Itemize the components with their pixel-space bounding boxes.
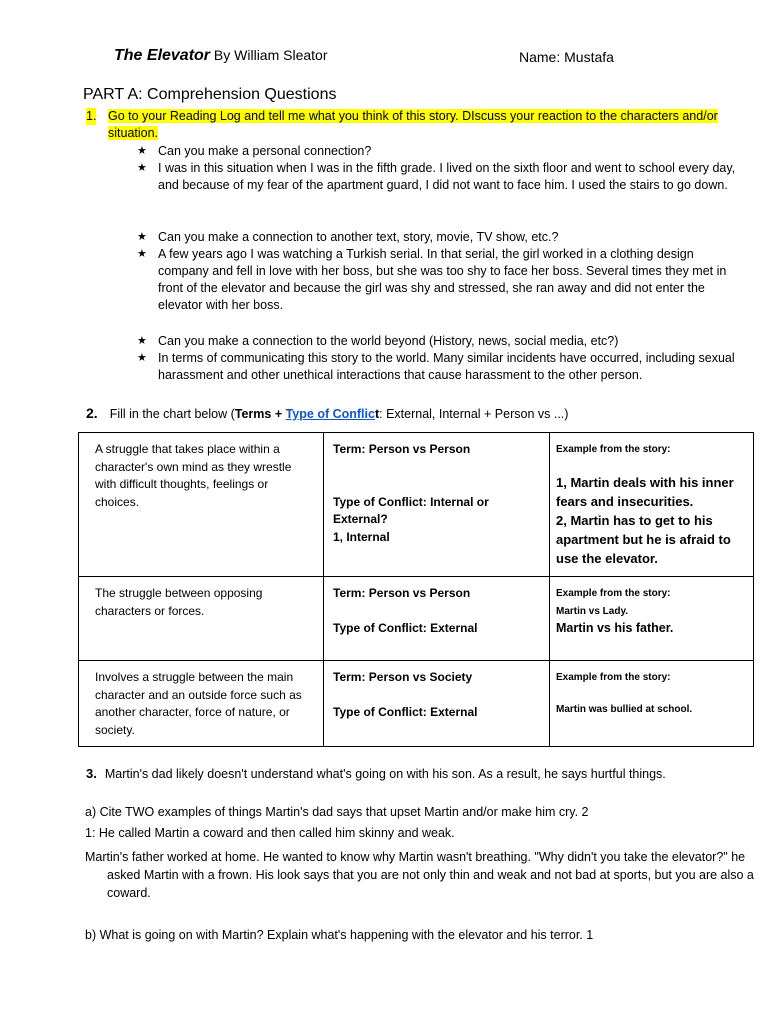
- list-item: ★ A few years ago I was watching a Turkish serial. In that serial, the girl worked in a clothing design company and fell in love with her boss, but she was too shy to face her boss. Several times they met in front of the elevator and because the girl was shy and stressed, she ran away and did not enter the elevator with her boss.: [137, 247, 727, 312]
- part-a-title: PART A: Comprehension Questions: [83, 86, 337, 103]
- type-of-conflict-link[interactable]: Type of Conflic: [285, 407, 375, 421]
- term-cell[interactable]: [324, 433, 550, 577]
- question-3b-prompt: b) What is going on with Martin? Explain what's happening with the elevator and his terror. 1: [85, 928, 594, 942]
- conflict-answer: 1, Internal: [333, 529, 390, 544]
- question-2-number: 2.: [86, 405, 98, 421]
- term-text: Term: Person vs Person: [333, 442, 471, 456]
- book-title: The Elevator: [114, 47, 211, 64]
- star-bullet-icon: ★: [137, 335, 147, 347]
- table-row: [79, 433, 754, 577]
- question-2-prefix: Fill in the chart below (: [109, 407, 235, 421]
- document-header: [114, 47, 714, 69]
- author: By William Sleator: [213, 47, 328, 63]
- table-row: [79, 577, 754, 661]
- question-3-number: 3.: [86, 766, 97, 781]
- example-label: Example from the story:: [556, 672, 671, 683]
- question-1-number: 1.: [86, 109, 97, 123]
- list-item: ★ Can you make a connection to another text, story, movie, TV show, etc.?: [137, 230, 559, 244]
- list-item: ★ Can you make a personal connection?: [137, 144, 372, 158]
- example-text: 1, Martin deals with his inner fears and insecurities.: [556, 474, 734, 509]
- star-bullet-icon: ★: [137, 248, 147, 260]
- conflict-text: Type of Conflict: External: [333, 704, 478, 719]
- example-text: Martin vs his father.: [556, 621, 674, 635]
- example-cell[interactable]: [550, 661, 754, 747]
- question-3a-answer-2[interactable]: Martin's father worked at home. He wanted to know why Martin wasn't breathing. "Why didn't you take the elevator?" he asked Martin with a frown. His look says that you are not only thin and weak and not bad at sports, but you are also a coward.: [85, 850, 754, 900]
- example-label: Example from the story:: [556, 444, 671, 455]
- term-text: Term: Person vs Society: [333, 670, 473, 684]
- star-bullet-icon: ★: [137, 145, 147, 157]
- example-cell[interactable]: [550, 433, 754, 577]
- star-bullet-icon: ★: [137, 352, 147, 364]
- question-2: [86, 405, 568, 421]
- list-item: ★ In terms of communicating this story to the world. Many similar incidents have occurred, including sexual harassment and other unethical interactions that cause harassment to the other person.: [137, 351, 735, 382]
- list-item: ★ I was in this situation when I was in the fifth grade. I lived on the sixth floor and went to school every day, and because of my fear of the apartment guard, I did not want to face him. I used the stairs to go down.: [137, 161, 736, 192]
- star-bullet-icon: ★: [137, 231, 147, 243]
- question-2-link-tail: t: [374, 407, 380, 421]
- question-3-text: Martin's dad likely doesn't understand what's going on with his son. As a result, he says hurtful things.: [104, 767, 666, 781]
- question-2-terms: Terms +: [234, 407, 286, 421]
- question-3a-prompt: a) Cite TWO examples of things Martin's dad says that upset Martin and/or make him cry. 2: [85, 805, 589, 819]
- definition-cell[interactable]: The struggle between opposing characters or forces.: [79, 577, 324, 661]
- list-item: ★ Can you make a connection to the world beyond (History, news, social media, etc?): [137, 334, 619, 348]
- conflict-text: Type of Conflict: External: [333, 620, 478, 635]
- term-cell[interactable]: [324, 661, 550, 747]
- conflict-text: Type of Conflict: Internal or External?: [333, 494, 489, 526]
- example-text: Martin vs Lady.: [556, 605, 629, 617]
- question-1-list-b: [137, 229, 742, 314]
- term-text: Term: Person vs Person: [333, 586, 471, 600]
- star-bullet-icon: ★: [137, 162, 147, 174]
- definition-cell[interactable]: A struggle that takes place within a character's own mind as they wrestle with difficult thoughts, feelings or choices.: [79, 433, 324, 577]
- student-name: Name: Mustafa: [519, 49, 614, 65]
- definition-cell[interactable]: Involves a struggle between the main character and an outside force such as another character, force of nature, or society.: [79, 661, 324, 747]
- example-text: Martin was bullied at school.: [556, 703, 693, 715]
- question-1-prompt: Go to your Reading Log and tell me what you think of this story. DIscuss your reaction to the characters and/or situation.: [108, 109, 718, 140]
- question-1-list-c: [137, 333, 742, 384]
- question-1: [86, 108, 746, 142]
- question-3a-answer-1[interactable]: 1: He called Martin a coward and then called him skinny and weak.: [85, 826, 455, 840]
- example-cell[interactable]: [550, 577, 754, 661]
- question-2-suffix: : External, Internal + Person vs ...): [379, 407, 569, 421]
- conflict-chart-table: [78, 432, 754, 747]
- term-cell[interactable]: [324, 577, 550, 661]
- question-1-list-a: [137, 143, 742, 194]
- question-3: [86, 766, 666, 781]
- table-row: [79, 661, 754, 747]
- example-label: Example from the story:: [556, 588, 671, 599]
- example-text: 2, Martin has to get to his apartment but he is afraid to use the elevator.: [556, 512, 731, 566]
